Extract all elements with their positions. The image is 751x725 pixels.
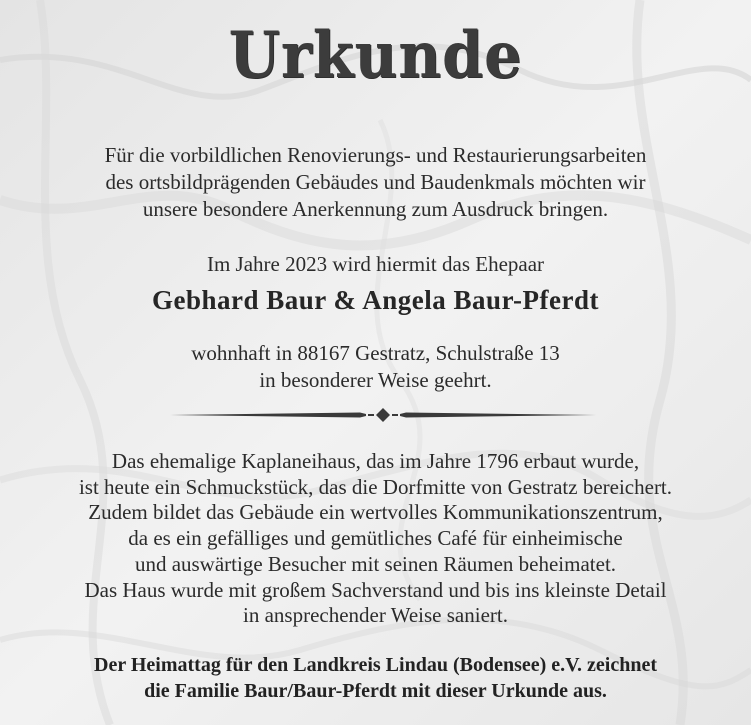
- address-line: wohnhaft in 88167 Gestratz, Schulstraße 13: [191, 341, 560, 365]
- body-line: in ansprechender Weise saniert.: [243, 603, 508, 628]
- intro-line: des ortsbildprägenden Gebäudes und Baudenkmals möchten wir: [105, 170, 646, 194]
- recipients-names: Gebhard Baur & Angela Baur-Pferdt: [152, 285, 599, 315]
- address-paragraph: [0, 340, 751, 394]
- body-line: ist heute ein Schmuckstück, das die Dorfmitte von Gestratz bereichert.: [78, 474, 673, 499]
- body-line: Zudem bildet das Gebäude ein wertvolles Kommunikationszentrum,: [88, 500, 663, 525]
- intro-line: Für die vorbildlichen Renovierungs- und Restaurierungsarbeiten: [104, 143, 647, 167]
- intro-paragraph: [0, 142, 751, 223]
- award-line-text: Im Jahre 2023 wird hiermit das Ehepaar: [206, 252, 545, 276]
- certificate-title: Urkunde: [228, 18, 523, 93]
- body-line: da es ein gefälliges und gemütliches Café für einheimische: [128, 526, 623, 551]
- address-line: in besonderer Weise geehrt.: [259, 368, 492, 392]
- body-paragraph: [0, 449, 751, 629]
- body-line: Das Haus wurde mit großem Sachverstand und bis ins kleinste Detail: [84, 577, 667, 602]
- diamond-ornament-icon: [170, 405, 596, 425]
- closing-line: Der Heimattag für den Landkreis Lindau (Bodensee) e.V. zeichnet: [94, 654, 657, 676]
- body-line: und auswärtige Besucher mit seinen Räumen beheimatet.: [134, 551, 617, 576]
- award-line: [0, 251, 751, 278]
- closing-paragraph: [0, 652, 751, 704]
- intro-line: unsere besondere Anerkennung zum Ausdruck bringen.: [142, 197, 609, 221]
- closing-line: die Familie Baur/Baur-Pferdt mit dieser Urkunde aus.: [144, 680, 607, 702]
- body-line: Das ehemalige Kaplaneihaus, das im Jahre 1796 erbaut wurde,: [111, 449, 640, 473]
